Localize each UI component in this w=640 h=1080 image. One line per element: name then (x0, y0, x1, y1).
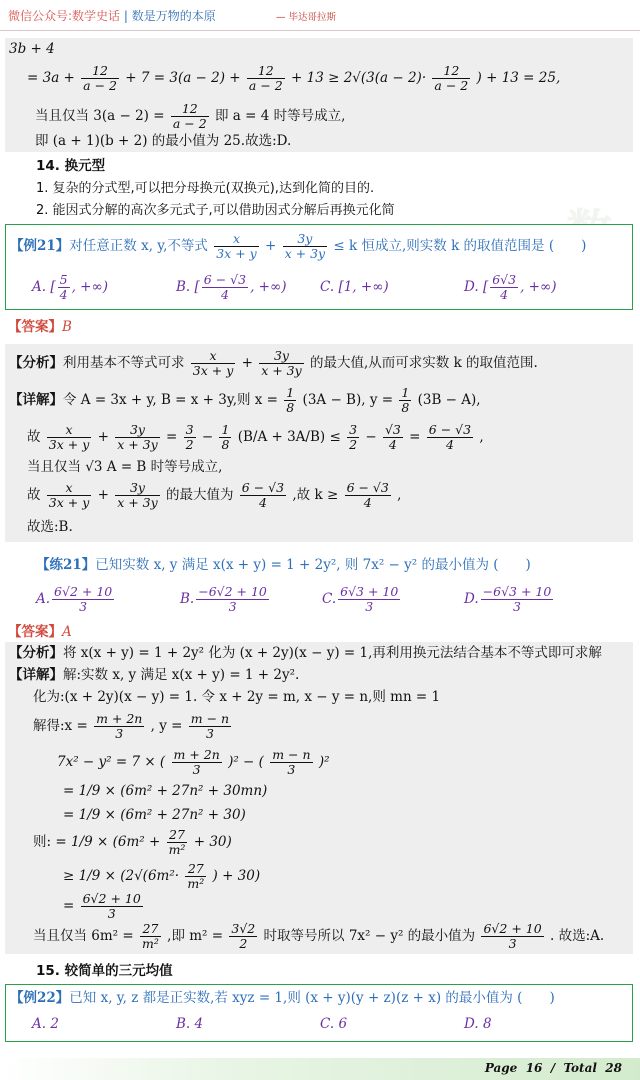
header-left (8, 7, 216, 24)
section-item: 2. 能因式分解的高次多元式子,可以借助因式分解后再换元化简 (36, 203, 395, 218)
analysis-line: 【分析】将 x(x + y) = 1 + 2y² 化为 (x + 2y)(x − y) = 1,再利用换元法结合基本不等式即可求解 (9, 645, 602, 661)
analysis-line: 7x² − y² = 7 × ( $\frac{m + 2n}{3}$ )² − ( $\frac{m - n}{3}$ )² (57, 747, 330, 777)
answer-tag: 【答案】 (8, 624, 62, 640)
option-b[interactable]: B. [ $\frac{6 - √3}{4}$ , +∞) (176, 272, 287, 302)
header-separator: | (120, 9, 132, 23)
answer-tag: 【答案】 (8, 319, 62, 335)
practice-21-question: 【练21】已知实数 x, y 满足 x(x + y) = 1 + 2y², 则 7x² − y² 的最小值为 ( ) (36, 557, 531, 573)
answer-21 (8, 318, 72, 336)
analysis-line: 化为:(x + 2y)(x − y) = 1. 令 x + 2y = m, x − y = n,则 mn = 1 (33, 689, 441, 705)
option-a[interactable]: A. [ $\frac{5}{4}$ , +∞) (32, 272, 108, 302)
option-c[interactable]: C. $\frac{6√3 + 10}{3}$ (322, 584, 399, 614)
example-tag: 【例22】 (10, 990, 70, 1006)
header-account-name: 数学史话 (72, 9, 121, 23)
page-header (0, 0, 640, 31)
analysis-line: = $\frac{6√2 + 10}{3}$ (63, 891, 141, 921)
analysis-line: = 1/9 × (6m² + 27n² + 30) (63, 807, 246, 823)
example-question: 【例21】对任意正数 x, y,不等式 $\frac{x}{3x + y}$ + $\frac{3y}{x + 3y}$ ≤ k 恒成立,则实数 k 的取值范围是 ( ) (10, 231, 587, 261)
answer-practice-21 (8, 623, 72, 641)
analysis-line: 故选:B. (27, 519, 73, 535)
page-footer (0, 1058, 640, 1080)
page-number: 16 (525, 1061, 543, 1075)
example-question: 【例22】已知 x, y, z 都是正实数,若 xyz = 1,则 (x + y)(y + z)(z + x) 的最小值为 ( ) (10, 990, 555, 1006)
answer-value: A (62, 624, 72, 640)
math-line: = 3a + $\frac{12}{a - 2}$ + 7 = 3(a − 2) + $\frac{12}{a - 2}$ + 13 ≥ 2√(3(a − 2)· $\frac{12}{a - 2}$ ) + 13 = 25, (27, 63, 561, 93)
analysis-line: ≥ 1/9 × (2√(6m²· $\frac{27}{\text{m²}}$ ) + 30) (63, 861, 261, 891)
section-title: 14. 换元型 (36, 158, 106, 174)
option-d[interactable]: D. [ $\frac{6√3}{4}$ , +∞) (464, 272, 557, 302)
section-title: 15. 较简单的三元均值 (36, 963, 173, 979)
analysis-line: 故 $\frac{x}{3x + y}$ + $\frac{3y}{x + 3y}$ = $\frac{3}{2}$ − $\frac{1}{8}$ (B/A + 3A/B) ≤ $\frac{3}{2}$ − $\frac{√3}{4}$ = $\frac{6 - √3}{4}$ , (27, 422, 484, 452)
analysis-line: 【详解】解:实数 x, y 满足 x(x + y) = 1 + 2y². (9, 667, 300, 683)
page-indicator: Page 16 / Total 28 (484, 1061, 622, 1075)
option-d[interactable]: D. $\frac{-6√3 + 10}{3}$ (464, 584, 552, 614)
header-account-label: 微信公众号: (8, 9, 73, 23)
analysis-line: 当且仅当 √3 A = B 时等号成立, (27, 459, 223, 475)
example-tag: 【例21】 (10, 238, 70, 254)
header-motto: 数是万物的本原 (131, 9, 216, 23)
conclusion-line: 即 (a + 1)(b + 2) 的最小值为 25.故选:D. (35, 133, 292, 149)
analysis-line: 则: = 1/9 × (6m² + $\frac{27}{\text{m²}}$ + 30) (33, 827, 232, 857)
option-a[interactable]: A. $\frac{6√2 + 10}{3}$ (36, 584, 113, 614)
analysis-line: 解得:x = $\frac{m + 2n}{3}$ , y = $\frac{m - n}{3}$ (33, 711, 230, 741)
option-d[interactable]: D. 8 (464, 1016, 492, 1032)
analysis-21-block (5, 344, 633, 542)
analysis-line: 当且仅当 6m² = $\frac{27}{\text{m²}}$ ,即 m² = $\frac{3√2}{2}$ 时取等号所以 7x² − y² 的最小值为 $\frac{6√2 + 10}{3}$ . 故选:A. (33, 921, 605, 951)
option-b[interactable]: B. 4 (176, 1016, 204, 1032)
math-line: 3b + 4 (9, 41, 55, 57)
analysis-practice-21-block (5, 642, 633, 954)
analysis-line: = 1/9 × (6m² + 27n² + 30mn) (63, 783, 268, 799)
example-22-box (5, 984, 633, 1042)
page-total: 28 (605, 1061, 622, 1075)
option-b[interactable]: B. $\frac{-6√2 + 10}{3}$ (180, 584, 267, 614)
option-c[interactable]: C. 6 (320, 1016, 348, 1032)
math-line: 当且仅当 3(a − 2) = $\frac{12}{a - 2}$ 即 a = 4 时等号成立, (35, 101, 346, 131)
answer-value: B (62, 319, 72, 335)
example-21-box (5, 224, 633, 310)
analysis-line: 【分析】利用基本不等式可求 $\frac{x}{3x + y}$ + $\frac{3y}{x + 3y}$ 的最大值,从而可求实数 k 的取值范围. (9, 348, 538, 378)
option-a[interactable]: A. 2 (32, 1016, 59, 1032)
section-item: 1. 复杂的分式型,可以把分母换元(双换元),达到化简的目的. (36, 181, 375, 196)
header-attribution: — 毕达哥拉斯 (276, 12, 337, 23)
solution-continuation-block (5, 38, 633, 152)
practice-tag: 【练21】 (36, 557, 96, 573)
analysis-line: 【详解】令 A = 3x + y, B = x + 3y,则 x = $\frac{1}{8}$ (3A − B), y = $\frac{1}{8}$ (3B − A), (9, 385, 481, 415)
analysis-line: 故 $\frac{x}{3x + y}$ + $\frac{3y}{x + 3y}$ 的最大值为 $\frac{6 - √3}{4}$ ,故 k ≥ $\frac{6 - √3}{4}$ , (27, 480, 402, 510)
option-c[interactable]: C. [1, +∞) (320, 279, 389, 295)
